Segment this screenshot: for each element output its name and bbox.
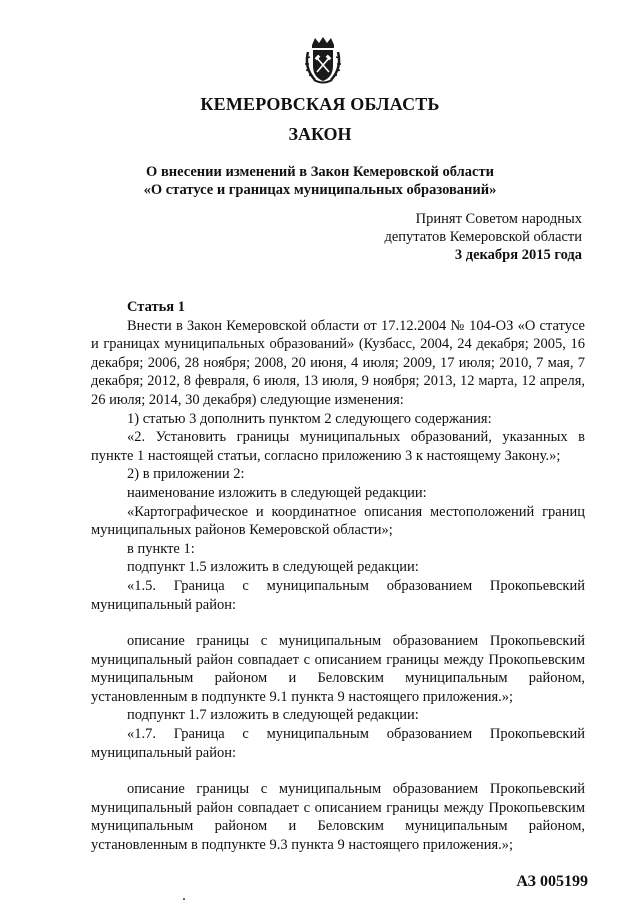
law-body [91, 298, 585, 855]
adopted-by-line-2: депутатов Кемеровской области [384, 229, 582, 245]
document-number: АЗ 005199 [516, 873, 588, 890]
paragraph: 1) статью 3 дополнить пунктом 2 следующего содержания: [127, 410, 492, 427]
adoption-date: 3 декабря 2015 года [454, 247, 582, 263]
paragraph: описание границы с муниципальным образованием Прокопьевский муниципальный район совпадает с описанием границы между Прокопьевским муниципальным районом и Беловским муниципальным районом, установленным в подпункте 9.1 пункта 9 настоящего приложения.»; [91, 633, 585, 705]
adoption-block [322, 210, 582, 264]
subtitle-line-1: О внесении изменений в Закон Кемеровской области [146, 164, 494, 180]
paragraph: «Картографическое и координатное описания местоположений границ муниципальных районов Кемеровской области»; [91, 503, 585, 539]
paragraph: «1.5. Граница с муниципальным образованием Прокопьевский муниципальный район: [91, 577, 585, 613]
subtitle-line-2: «О статусе и границах муниципальных образований» [143, 182, 497, 198]
paragraph: в пункте 1: [127, 540, 195, 557]
law-subtitle [0, 163, 640, 199]
paragraph: подпункт 1.5 изложить в следующей редакции: [127, 559, 419, 576]
paragraph: подпункт 1.7 изложить в следующей редакции: [127, 707, 419, 724]
scan-speck [183, 898, 185, 900]
region-title: КЕМЕРОВСКАЯ ОБЛАСТЬ [200, 94, 440, 114]
paragraph: 2) в приложении 2: [127, 466, 245, 483]
paragraph: описание границы с муниципальным образованием Прокопьевский муниципальный район совпадает с описанием границы между Прокопьевским муниципальным районом и Беловским муниципальным районом, установленным в подпункте 9.3 пункта 9 настоящего приложения.»; [91, 781, 585, 854]
adopted-by-line-1: Принят Советом народных [415, 211, 582, 227]
law-title: ЗАКОН [288, 124, 352, 144]
paragraph: «2. Установить границы муниципальных образований, указанных в пункте 1 настоящей статьи, согласно приложению 3 к настоящему Закону.»; [91, 429, 585, 464]
paragraph: Внести в Закон Кемеровской области от 17.12.2004 № 104-ОЗ «О статусе и границах муниципальных образований» (Кузбасс, 2004, 24 декабря; 2005, 16 декабря; 2006, 28 ноября; 2008, 20 июня, 4 июля; 2009, 17 июля; 2010, 7 мая, 7 декабря; 2012, 8 февраля, 6 июля, 13 июля, 9 ноября; 2013, 12 марта, 12 апреля, 26 июля; 2014, 30 декабря) следующие изменения: [91, 317, 585, 408]
spacer [91, 762, 585, 780]
kemerovo-coat-of-arms-icon [303, 36, 343, 86]
article-heading: Статья 1 [127, 299, 185, 315]
paragraph: «1.7. Граница с муниципальным образованием Прокопьевский муниципальный район: [91, 726, 585, 761]
paragraph: наименование изложить в следующей редакции: [127, 484, 427, 501]
spacer [91, 614, 585, 632]
